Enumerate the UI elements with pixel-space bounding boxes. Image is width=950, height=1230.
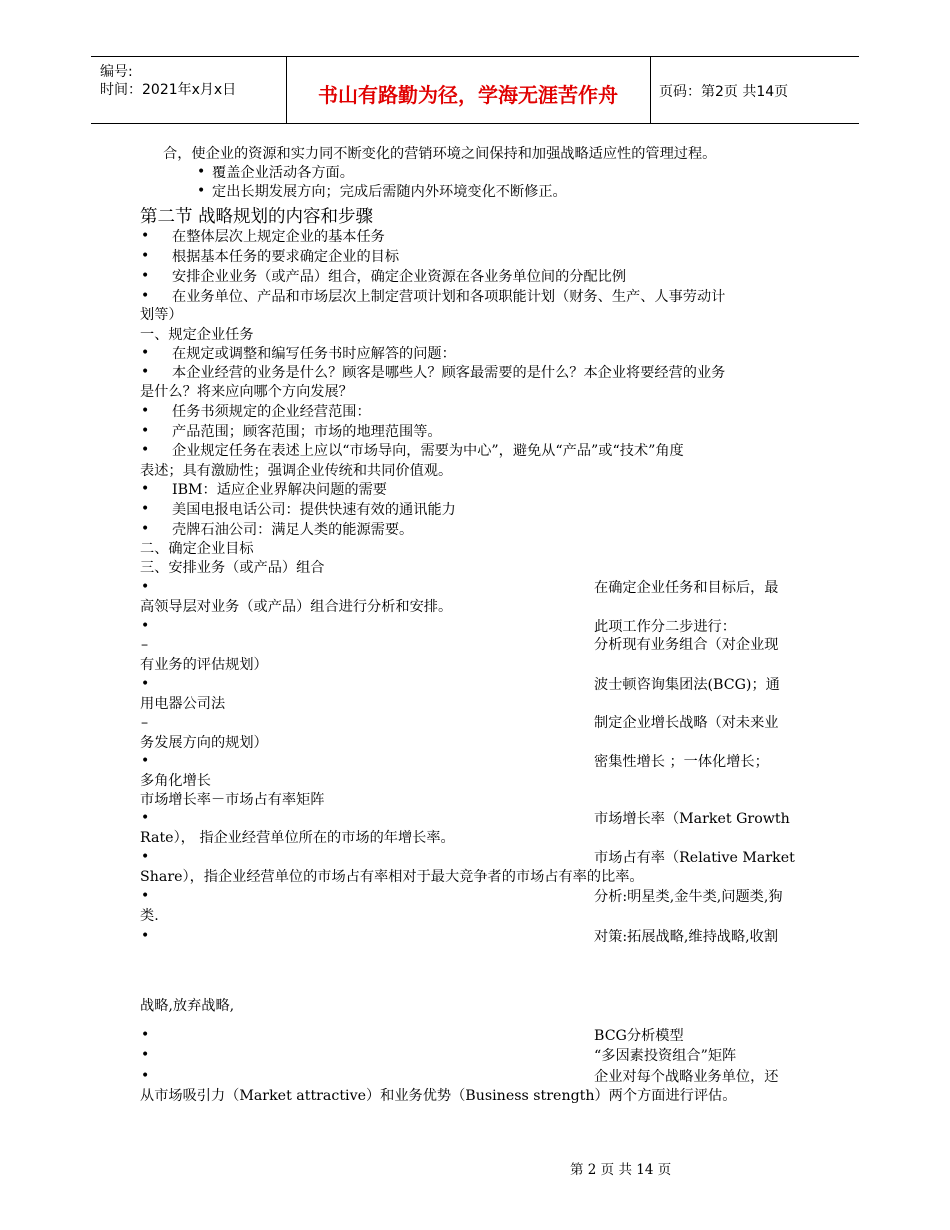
page-header bbox=[91, 56, 859, 124]
bullet: • bbox=[141, 849, 150, 865]
page-label: 页码：第2页 共14页 bbox=[659, 84, 789, 100]
text-line: 用电器公司法 bbox=[140, 696, 226, 712]
text-line: 对策:拓展战略,维持战略,收割 bbox=[594, 929, 779, 945]
text-line: 定出长期发展方向；完成后需随内外环境变化不断修正。 bbox=[212, 184, 567, 200]
bullet: • bbox=[141, 810, 150, 826]
text-line: 企业对每个战略业务单位，还 bbox=[594, 1069, 779, 1085]
text-line: 有业务的评估规划） bbox=[140, 657, 268, 673]
text-line: “多因素投资组合”矩阵 bbox=[594, 1048, 737, 1064]
text-line: 划等） bbox=[140, 307, 183, 323]
text-line: 任务书须规定的企业经营范围： bbox=[172, 404, 371, 420]
bullet: • bbox=[141, 579, 150, 595]
page-footer: 第 2 页 共 14 页 bbox=[570, 1162, 672, 1178]
dash: – bbox=[141, 637, 149, 653]
text-line: Share），指企业经营单位的市场占有率相对于最大竞争者的市场占有率的比率。 bbox=[140, 869, 644, 885]
text-line: 根据基本任务的要求确定企业的目标 bbox=[172, 249, 400, 265]
bullet: • bbox=[141, 676, 150, 692]
bullet: • bbox=[141, 442, 150, 458]
bullet: • bbox=[141, 423, 150, 439]
bullet: • bbox=[141, 1047, 150, 1063]
subheading: 二、确定企业目标 bbox=[140, 541, 254, 557]
text-line: 表述；具有激励性；强调企业传统和共同价值观。 bbox=[140, 463, 453, 479]
text-line: 安排企业业务（或产品）组合，确定企业资源在各业务单位间的分配比例 bbox=[172, 269, 627, 285]
bullet: • bbox=[141, 228, 150, 244]
bullet: • bbox=[141, 928, 150, 944]
bullet: • bbox=[141, 753, 150, 769]
subheading: 市场增长率－市场占有率矩阵 bbox=[140, 792, 325, 808]
text-line: 在规定或调整和编写任务书时应解答的问题： bbox=[172, 346, 456, 362]
text-line: 制定企业增长战略（对未来业 bbox=[594, 715, 779, 731]
text-line: 美国电报电话公司：提供快速有效的通讯能力 bbox=[172, 502, 456, 518]
bullet: • bbox=[141, 1027, 150, 1043]
text-line: 本企业经营的业务是什么？顾客是哪些人？顾客最需要的是什么？本企业将要经营的业务 bbox=[172, 365, 726, 381]
text-line: 企业规定任务在表述上应以“市场导向，需要为中心”，避免从“产品”或“技术”角度 bbox=[172, 443, 684, 459]
text-line: 此项工作分二步进行： bbox=[594, 619, 736, 635]
bullet: • bbox=[141, 501, 150, 517]
bullet: • bbox=[141, 1068, 150, 1084]
text-line: 在整体层次上规定企业的基本任务 bbox=[172, 229, 385, 245]
time-label: 时间：2021年x月x日 bbox=[100, 82, 237, 98]
text-line: 多角化增长 bbox=[140, 773, 211, 789]
text-line: 合，使企业的资源和实力同不断变化的营销环境之间保持和加强战略适应性的管理过程。 bbox=[163, 146, 717, 162]
text-line: 在业务单位、产品和市场层次上制定营项计划和各项职能计划（财务、生产、人事劳动计 bbox=[172, 289, 726, 305]
bullet: • bbox=[141, 521, 150, 537]
bullet: • bbox=[141, 248, 150, 264]
header-page-cell bbox=[651, 57, 859, 123]
text-line: 是什么？将来应向哪个方向发展？ bbox=[140, 384, 353, 400]
text-line: Rate）， 指企业经营单位所在的市场的年增长率。 bbox=[140, 830, 455, 846]
number-label: 编号: bbox=[100, 64, 133, 80]
text-line: 类. bbox=[140, 908, 159, 924]
text-line: 战略,放弃战略, bbox=[140, 998, 235, 1014]
bullet: • bbox=[141, 268, 150, 284]
header-meta-cell bbox=[91, 57, 287, 123]
bullet: • bbox=[141, 364, 150, 380]
bullet: • bbox=[141, 618, 150, 634]
text-line: 产品范围；顾客范围；市场的地理范围等。 bbox=[172, 424, 442, 440]
bullet: • bbox=[141, 481, 150, 497]
bullet: • bbox=[141, 288, 150, 304]
bullet: • bbox=[141, 403, 150, 419]
text-line: 从市场吸引力（Market attractive）和业务优势（Business strength）两个方面进行评估。 bbox=[140, 1088, 737, 1104]
text-line: 覆盖企业活动各方面。 bbox=[212, 165, 354, 181]
text-line: 壳牌石油公司：满足人类的能源需要。 bbox=[172, 522, 414, 538]
bullet: • bbox=[197, 164, 206, 180]
text-line: BCG分析模型 bbox=[594, 1028, 684, 1044]
text-line: 分析:明星类,金牛类,问题类,狗 bbox=[594, 889, 783, 905]
text-line: 务发展方向的规划） bbox=[140, 735, 268, 751]
text-line: 波士顿咨询集团法(BCG)；通 bbox=[594, 677, 780, 693]
bullet: • bbox=[141, 888, 150, 904]
dash: – bbox=[141, 715, 149, 731]
text-line: 在确定企业任务和目标后，最 bbox=[594, 580, 779, 596]
text-line: 密集性增长 ；一体化增长； bbox=[594, 754, 769, 770]
text-line: 市场占有率（Relative Market bbox=[594, 850, 795, 866]
section-heading: 第二节 战略规划的内容和步骤 bbox=[140, 207, 374, 227]
text-line: 分析现有业务组合（对企业现 bbox=[594, 637, 779, 653]
subheading: 一、规定企业任务 bbox=[140, 327, 254, 343]
text-line: 高领导层对业务（或产品）组合进行分析和安排。 bbox=[140, 599, 453, 615]
text-line: IBM：适应企业界解决问题的需要 bbox=[172, 482, 387, 498]
subheading: 三、安排业务（或产品）组合 bbox=[140, 560, 325, 576]
header-motto-cell bbox=[286, 57, 651, 123]
bullet: • bbox=[197, 183, 206, 199]
bullet: • bbox=[141, 345, 150, 361]
motto: 书山有路勤为径，学海无涯苦作舟 bbox=[318, 83, 618, 107]
text-line: 市场增长率（Market Growth bbox=[594, 811, 790, 827]
